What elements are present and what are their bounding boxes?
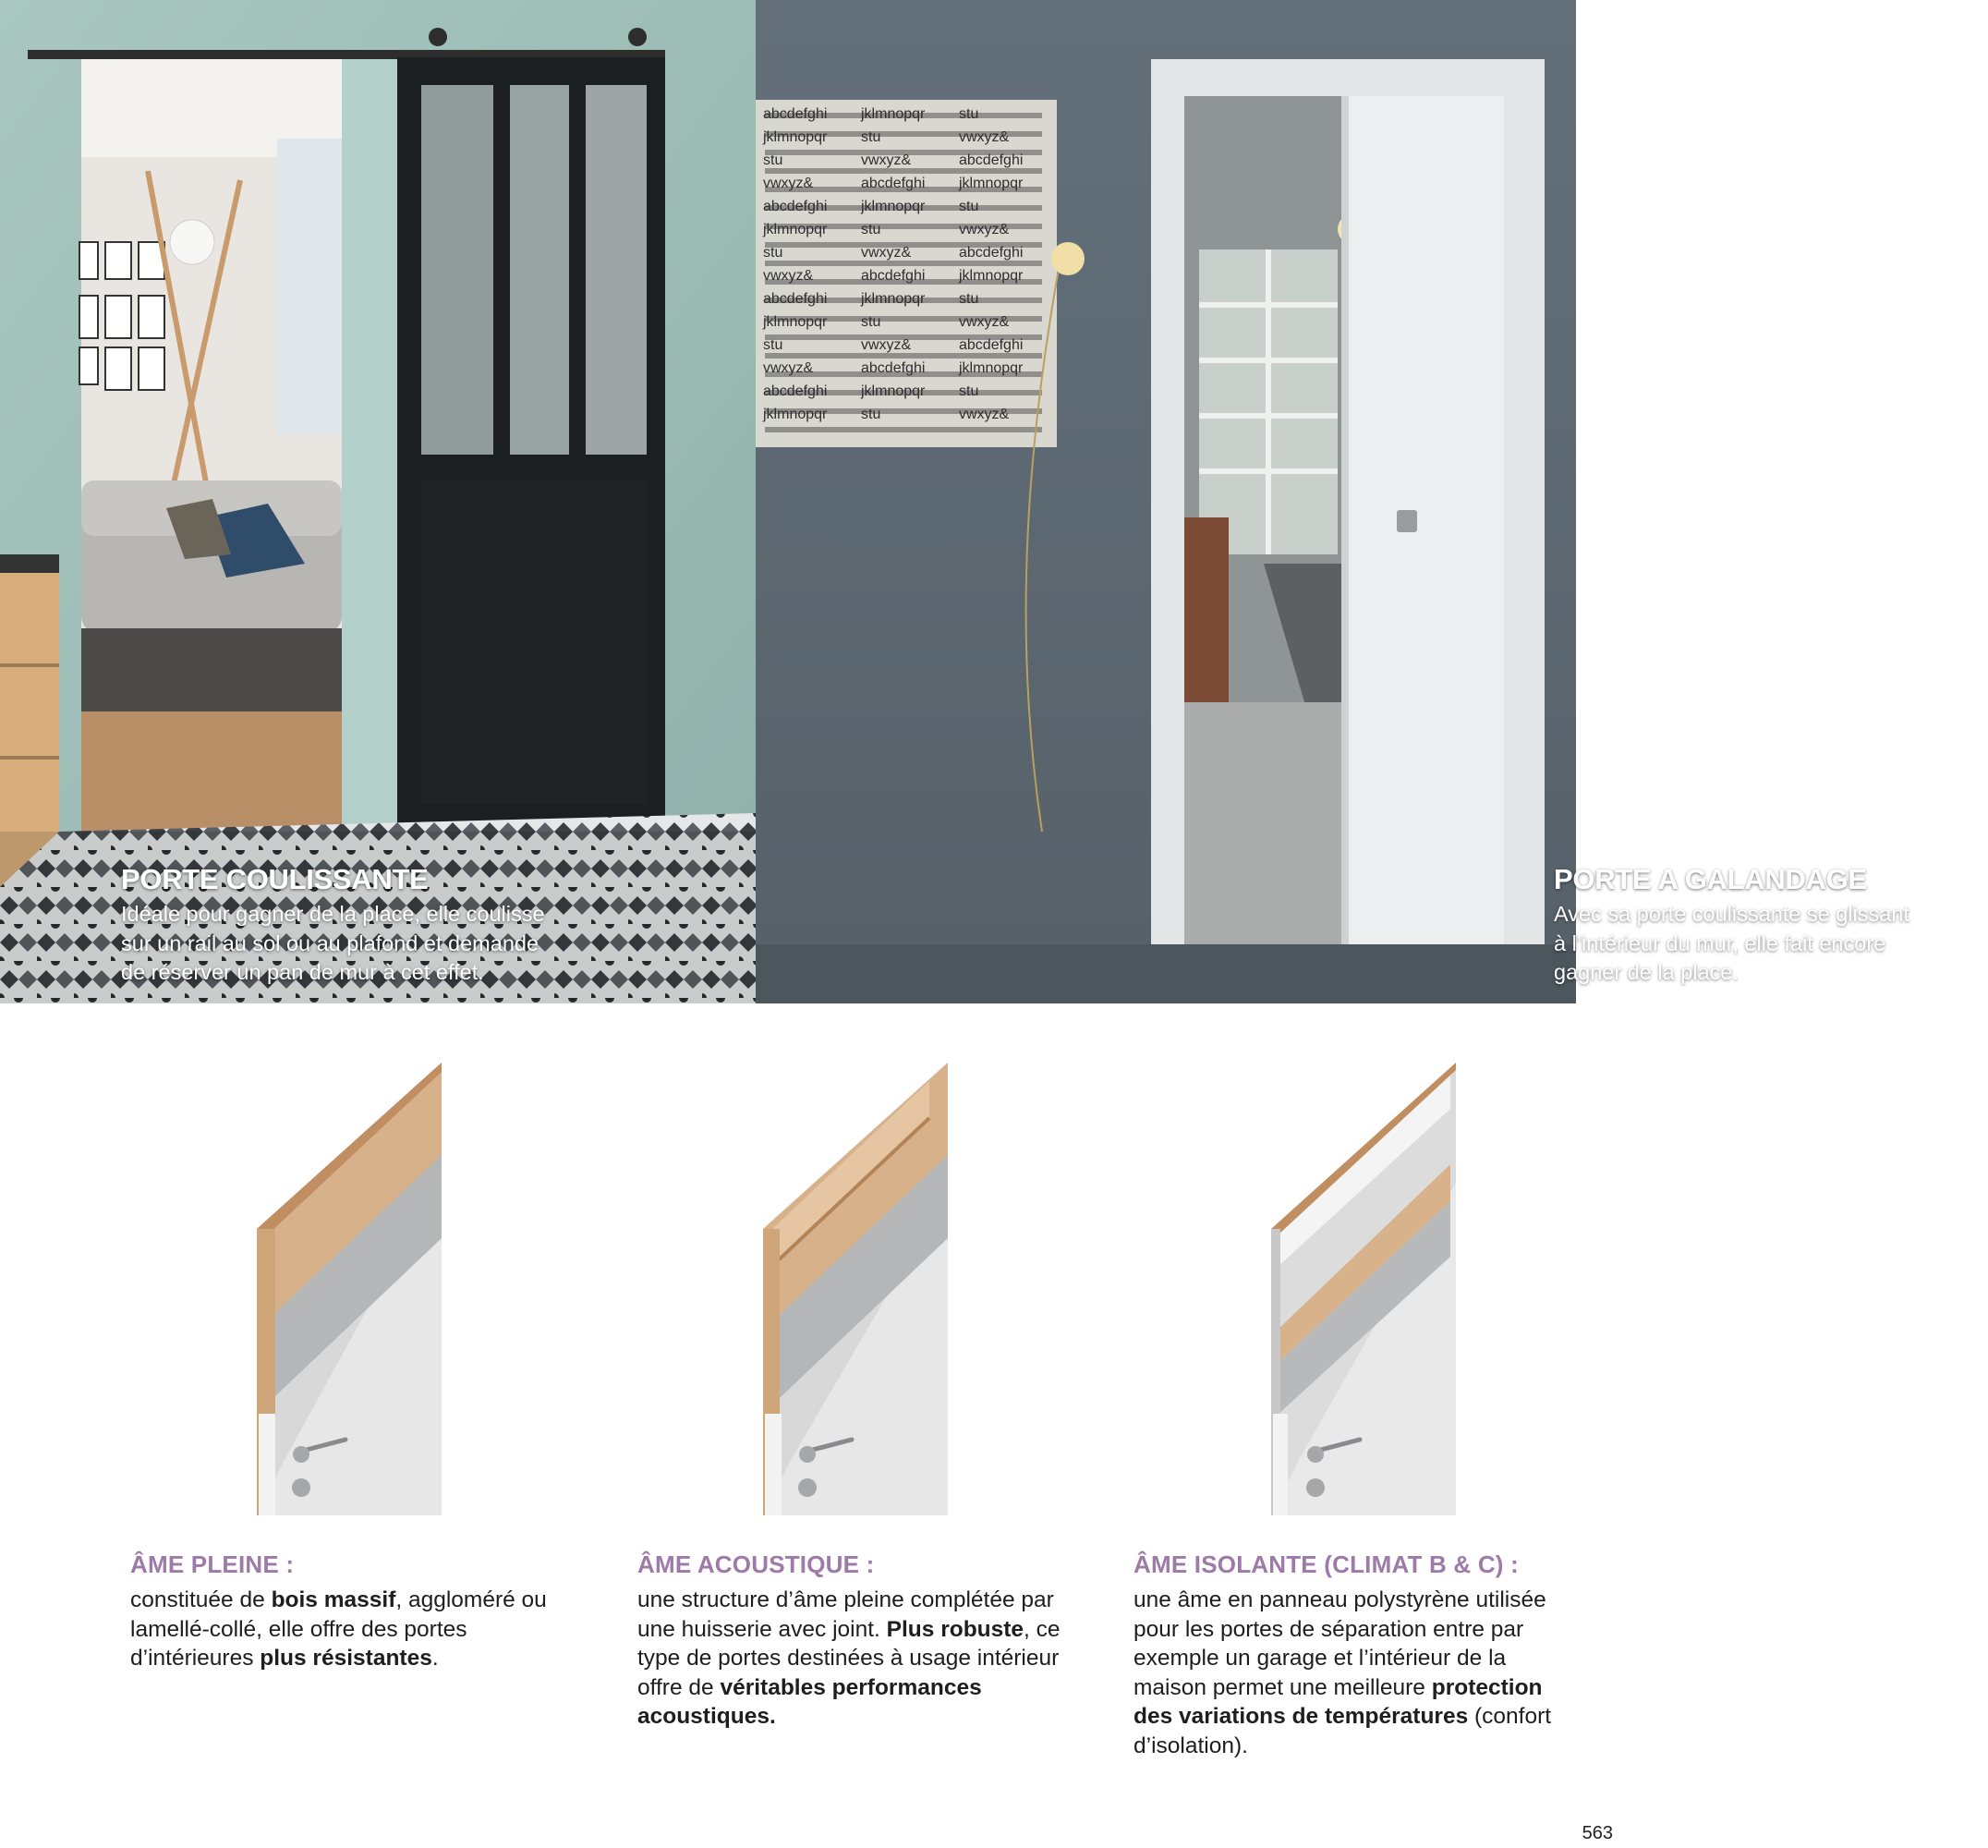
sliding-door-caption [121, 863, 601, 988]
acoustic-core-heading: ÂME ACOUSTIQUE : [637, 1550, 875, 1578]
pocket-door-photo [756, 0, 1909, 1003]
artwork-letters: vwxyz& [959, 129, 1010, 145]
pocket-door-title: PORTE A GALANDAGE [1554, 863, 1867, 895]
solid-core-door-illustration [248, 1053, 469, 1552]
solid-core-heading: ÂME PLEINE : [130, 1550, 295, 1578]
artwork-letters: vwxyz& [861, 152, 912, 168]
artwork-letters: stu [861, 222, 881, 237]
artwork-letters: jklmnopqr [763, 129, 828, 145]
sliding-door-text: Idéale pour gagner de la place, elle coulisse sur un rail au sol ou au plafond et demande de réserver un pan de mur à cet effet. [121, 902, 545, 984]
artwork-letters: abcdefghi [861, 268, 926, 284]
artwork-letters: jklmnopqr [861, 199, 926, 214]
artwork-letters: stu [861, 129, 881, 145]
artwork-letters: vwxyz& [861, 245, 912, 261]
solid-core-section [130, 1549, 564, 1673]
artwork-letters: vwxyz& [763, 176, 814, 191]
artwork-letters: vwxyz& [861, 337, 912, 353]
artwork-letters: abcdefghi [959, 152, 1024, 168]
artwork-letters: stu [763, 152, 783, 168]
artwork-letters: jklmnopqr [763, 407, 828, 422]
artwork-letters: vwxyz& [763, 360, 814, 376]
acoustic-core-section [637, 1549, 1072, 1732]
artwork-letters: vwxyz& [959, 314, 1010, 330]
artwork-letters: jklmnopqr [763, 314, 828, 330]
sliding-door-photo [0, 0, 756, 1003]
artwork-letters: jklmnopqr [959, 268, 1024, 284]
artwork-letters: vwxyz& [959, 222, 1010, 237]
acoustic-core-text: une structure d’âme pleine complétée par une huisserie avec joint. Plus robuste, ce type de portes destinées à usage intérieur offre de véritables performances acoustiques. [637, 1587, 1061, 1729]
insulating-core-door-illustration [1262, 1053, 1484, 1552]
pocket-door-caption [1554, 863, 1988, 988]
artwork-letters: jklmnopqr [861, 106, 926, 122]
artwork-letters: abcdefghi [763, 291, 828, 307]
artwork-letters: abcdefghi [959, 245, 1024, 261]
artwork-letters: abcdefghi [763, 106, 828, 122]
artwork-letters: stu [763, 245, 783, 261]
artwork-letters: vwxyz& [763, 268, 814, 284]
artwork-letters: stu [763, 337, 783, 353]
artwork-letters: abcdefghi [861, 360, 926, 376]
artwork-letters: stu [959, 291, 979, 307]
insulating-core-heading: ÂME ISOLANTE (CLIMAT B & C) : [1133, 1550, 1519, 1578]
artwork-letters: stu [959, 106, 979, 122]
insulating-core-section [1133, 1549, 1568, 1760]
solid-core-text: constituée de bois massif, aggloméré ou lamellé-collé, elle offre des portes d’intérieures plus résistantes. [130, 1587, 547, 1671]
page-number: 563 [1582, 1823, 1613, 1843]
artwork-letters: abcdefghi [959, 337, 1024, 353]
insulating-core-text: une âme en panneau polystyrène utilisée pour les portes de séparation entre par exemple un garage et l’intérieur de la maison permet une meilleure protection des variations de températures (confort d’isolation). [1133, 1587, 1552, 1758]
artwork-letters: stu [861, 407, 881, 422]
pocket-door-text: Avec sa porte coulissante se glissant à l’intérieur du mur, elle fait encore gagner de la place. [1554, 902, 1909, 984]
artwork-letters: jklmnopqr [959, 360, 1024, 376]
sliding-door-title: PORTE COULISSANTE [121, 863, 429, 895]
artwork-letters: abcdefghi [763, 199, 828, 214]
artwork-letters: vwxyz& [959, 407, 1010, 422]
artwork-letters: jklmnopqr [959, 176, 1024, 191]
artwork-letters: jklmnopqr [861, 291, 926, 307]
artwork-letters: stu [959, 383, 979, 399]
artwork-letters: stu [861, 314, 881, 330]
artwork-letters: abcdefghi [861, 176, 926, 191]
acoustic-core-door-illustration [754, 1053, 976, 1552]
artwork-letters: abcdefghi [763, 383, 828, 399]
artwork-letters: jklmnopqr [861, 383, 926, 399]
artwork-letters: jklmnopqr [763, 222, 828, 237]
artwork-letters: stu [959, 199, 979, 214]
